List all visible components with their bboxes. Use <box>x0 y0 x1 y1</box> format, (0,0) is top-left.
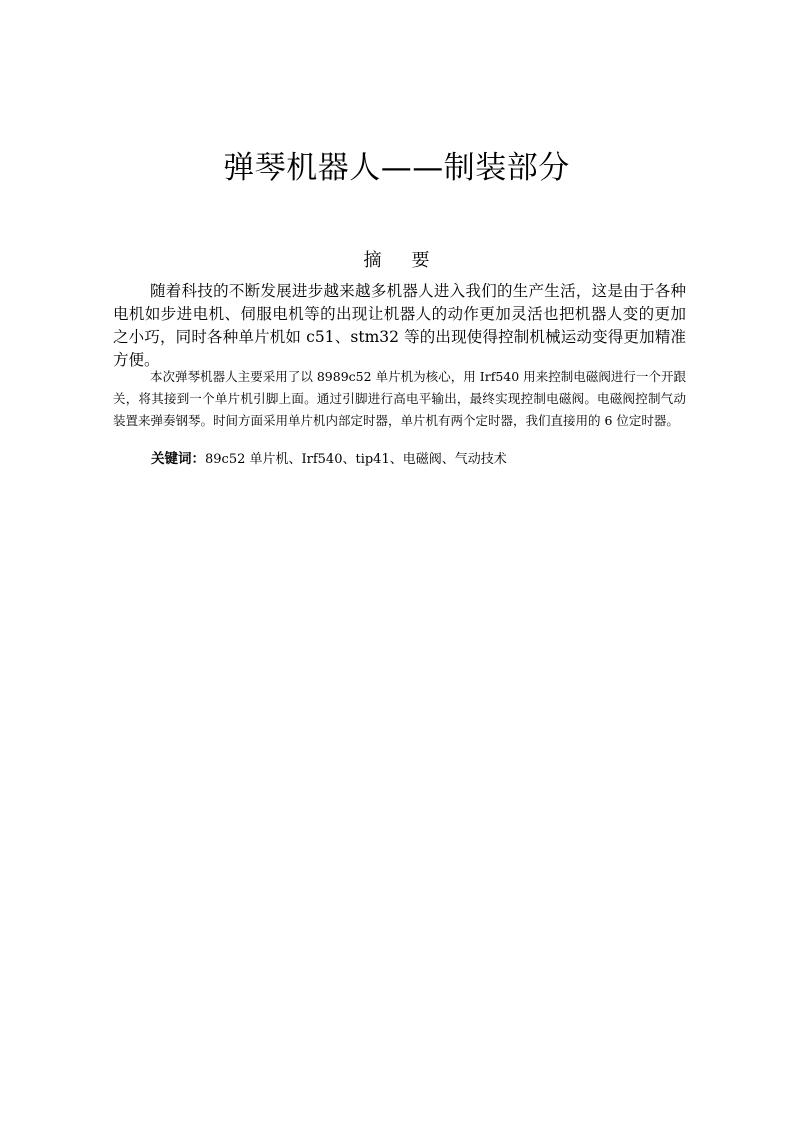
keywords-label: 关键词： <box>151 451 205 467</box>
keywords-line <box>151 449 691 470</box>
keywords-value: 89c52 单片机、Irf540、tip41、电磁阀、气动技术 <box>205 452 507 467</box>
abstract-heading: 摘要 <box>363 250 460 271</box>
abstract-paragraph-1: 随着科技的不断发展进步越来越多机器人进入我们的生产生活，这是由于各种电机如步进电机、伺服电机等的出现让机器人的动作更加灵活也把机器人变的更加之小巧，同时各种单片机如 c51、stm32 等的出现使得控制机械运动变得更加精准方便。 <box>113 282 686 369</box>
document-title: 弹琴机器人——制装部分 <box>223 150 570 186</box>
abstract-paragraph-2: 本次弹琴机器人主要采用了以 8989c52 单片机为核心，用 Irf540 用来控制电磁阀进行一个开跟关，将其接到一个单片机引脚上面。通过引脚进行高电平输出，最终实现控制电磁阀。电磁阀控制气动装置来弹奏钢琴。时间方面采用单片机内部定时器，单片机有两个定时器，我们直接用的 6 位定时器。 <box>113 369 686 428</box>
